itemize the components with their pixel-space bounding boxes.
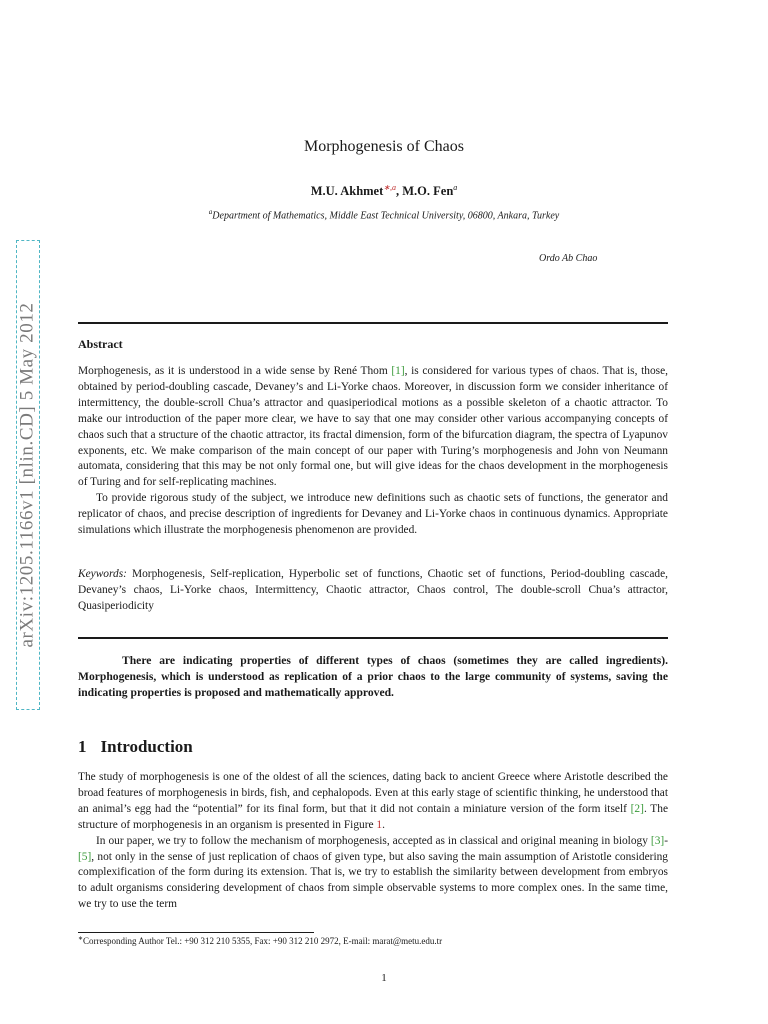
section-number: 1 (78, 737, 87, 756)
footnote-mark: ∗ (78, 936, 84, 942)
top-divider (78, 322, 668, 324)
abstract-paragraph: To provide rigorous study of the subject, we introduce new definitions such as chaotic sets of functions, the generator and replicator of chaos, and precise description of ingredients for Devaney and Li-Yorke chaos in continuous dynamics. Appropriate simulations which illustrate the morphogenesis phenomenon are provided. (78, 492, 668, 537)
author-separator: , (395, 184, 403, 199)
author-mark: a (453, 183, 458, 192)
text-run: Morphogenesis, as it is understood in a wide sense by René Thom (78, 365, 392, 377)
motto: Ordo Ab Chao (539, 253, 598, 264)
figure-link[interactable]: 1 (376, 818, 383, 831)
page-number: 1 (381, 972, 387, 984)
abstract-paragraph (78, 364, 668, 491)
footnote-text: Corresponding Author Tel.: +90 312 210 5355, Fax: +90 312 210 2972, E-mail: marat@metu.edu.tr (83, 936, 443, 946)
section-heading (78, 737, 193, 757)
affiliation (0, 208, 768, 221)
affiliation-text: Department of Mathematics, Middle East Technical University, 06800, Ankara, Turkey (212, 210, 560, 222)
arxiv-stamp (16, 240, 40, 710)
text-run: . (382, 818, 385, 831)
arxiv-stamp-text: arXiv:1205.1166v1 [nlin.CD] 5 May 2012 (17, 302, 39, 648)
citation-link[interactable]: [3] (650, 834, 665, 847)
body-paragraph (78, 770, 668, 834)
author-mark[interactable]: ∗,a (383, 183, 396, 192)
keywords-text: Morphogenesis, Self-replication, Hyperbolic set of functions, Chaotic set of functions, Period-doubling cascade, Devaney’s chaos, Li-Yorke chaos, Intermittency, Chaotic attractor, Chaos control, The double-scroll Chua’s attractor, Quasiperiodicity (78, 568, 668, 612)
highlight-summary: There are indicating properties of different types of chaos (sometimes they are called ingredients). Morphogenesis, which is understood as replication of a prior chaos to the large community of systems, saving the indicating properties is proposed and mathematically approved. (78, 654, 668, 699)
section-title: Introduction (100, 737, 193, 756)
footnote (78, 935, 442, 946)
footnote-divider (78, 932, 314, 933)
body-paragraph (78, 834, 668, 914)
text-run: . The structure of morphogenesis in an organism is presented in Figure (78, 802, 669, 831)
citation-link[interactable]: [1] (391, 365, 405, 377)
paper-title: Morphogenesis of Chaos (304, 138, 464, 155)
author-list (0, 183, 768, 199)
introduction-body (78, 770, 668, 913)
affiliation-mark: a (208, 208, 213, 216)
citation-link[interactable]: [2] (630, 802, 644, 815)
citation-link[interactable]: [5] (78, 850, 92, 863)
text-run: In our paper, we try to follow the mechanism of morphogenesis, accepted as in classical and original meaning in biology (96, 834, 651, 847)
bottom-divider (78, 637, 668, 639)
keywords-label: Keywords: (78, 568, 127, 580)
author-name: M.U. Akhmet (310, 184, 384, 199)
text-run: - (664, 834, 668, 847)
keywords (78, 567, 668, 615)
abstract-body (78, 364, 668, 539)
text-run: , is considered for various types of chaos. That is, those, obtained by period-doubling cascade, Devaney’s and Li-Yorke chaos. Moreover, in discussion form we consider inheritance of intermittency, the double-scroll Chua’s attractor and quasiperiodical motions as a possible skeleton of a chaotic attractor. To make our introduction of the paper more clear, we have to say that one may consider other various accompanying concepts of chaos such that a structure of the chaotic attractor, its fractal dimension, form of the bifurcation diagram, the spectra of Lyapunov exponents, etc. We make comparison of the main concept of our paper with Turing’s morphogenesis and John von Neumann automata, considering that this may be not only formal one, but will give ideas for the chaos development in the morphogenesis of Turing and for self-replicating machines. (78, 365, 668, 489)
abstract-heading: Abstract (78, 337, 123, 351)
text-run: , not only in the sense of just replication of chaos of given type, but also saving the main assumption of Aristotle considering complexification of the form during its extension. That is, we try to establish the similarity between development from embryos to adult organisms considering development of chaos from simple observable systems to more complex ones. In the same time, we try to use the term (78, 850, 668, 911)
author-name: M.O. Fen (402, 184, 454, 199)
text-run: The study of morphogenesis is one of the oldest of all the sciences, dating back to ancient Greece where Aristotle described the broad features of morphogenesis in birds, fish, and cephalopods. Even at this early stage of scientific thinking, he understood that an animal’s egg had the “potential” for its final form, but that it did not contain a miniature version of the form itself (78, 771, 668, 815)
